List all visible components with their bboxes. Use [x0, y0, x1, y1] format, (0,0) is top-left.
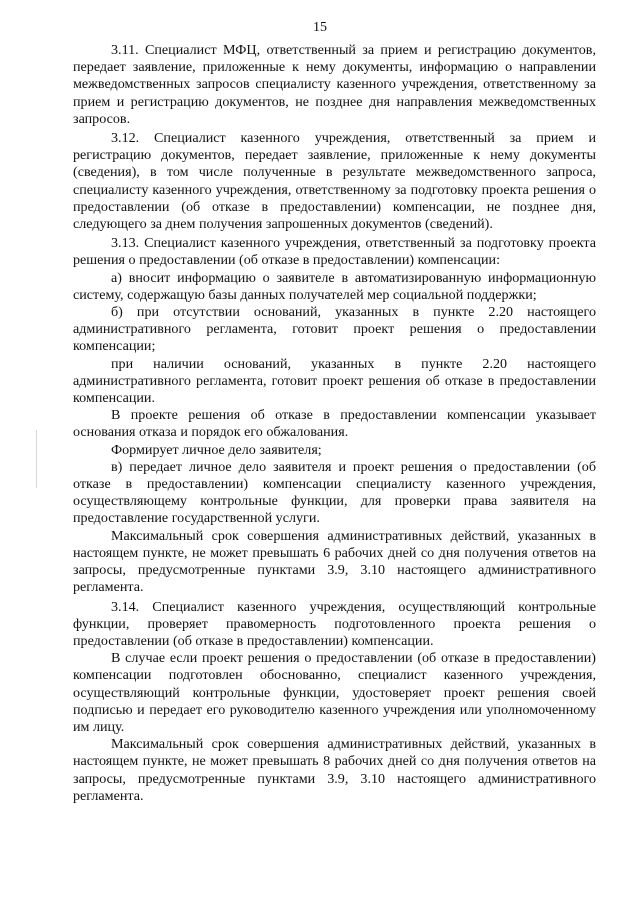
- paragraph-3-12: 3.12. Специалист казенного учреждения, ответственный за прием и регистрацию документов, передает заявление, приложенные к нему документы (сведения), в том числе полученные в результате межведомственного запроса, специалисту казенного учреждения, ответственному за подготовку проекта решения о предоставлении (об отказе в предоставлении) компенсации, не позднее дня, следующего за днем получения запрошенных документов (сведений).: [73, 130, 596, 233]
- paragraph-personal-file: Формирует личное дело заявителя;: [111, 441, 322, 458]
- paragraph-3-14: 3.14. Специалист казенного учреждения, осуществляющий контрольные функции, проверяет правомерность подготовленного проекта решения о предоставлении (об отказе в предоставлении) компенсации.: [73, 598, 596, 649]
- page-number: 15: [313, 20, 327, 35]
- paragraph-3-13-v: в) передает личное дело заявителя и проект решения о предоставлении (об отказе в предоставлении) компенсации специалисту казенного учреждения, осуществляющему контрольные функции, для проверки права заявителя на предоставление государственной услуги.: [73, 458, 596, 527]
- document-body: [73, 42, 596, 805]
- paragraph-max-term-8-days: Максимальный срок совершения административных действий, указанных в настоящем пункте, не может превышать 8 рабочих дней со дня получения ответов на запросы, предусмотренные пунктами 3.9, 3.10 настоящего административного регламента.: [73, 736, 596, 804]
- paragraph-justified-draft: В случае если проект решения о предоставлении (об отказе в предоставлении) компенсации подготовлен обоснованно, специалист казенного учреждения, осуществляющий контрольные функции, удостоверяет проект решения своей подписью и передает его руководителю казенного учреждения или уполномоченному им лицу.: [73, 650, 596, 735]
- paragraph-3-13-b: б) при отсутствии оснований, указанных в пункте 2.20 настоящего административного регламента, готовит проект решения о предоставлении компенсации;: [73, 304, 596, 355]
- paragraph-max-term-6-days: Максимальный срок совершения административных действий, указанных в настоящем пункте, не может превышать 6 рабочих дней со дня получения ответов на запросы, предусмотренные пунктами 3.9, 3.10 настоящего административного регламента.: [73, 527, 596, 596]
- paragraph-3-13: 3.13. Специалист казенного учреждения, ответственный за подготовку проекта решения о предоставлении (об отказе в предоставлении) компенсации:: [73, 235, 596, 269]
- paragraph-refusal-grounds: В проекте решения об отказе в предоставлении компенсации указывает основания отказа и порядок его обжалования.: [73, 407, 596, 441]
- paragraph-3-13-a: а) вносит информацию о заявителе в автоматизированную информационную систему, содержащую базы данных получателей мер социальной поддержки;: [73, 269, 596, 303]
- paragraph-3-13-b-refusal: при наличии оснований, указанных в пункте 2.20 настоящего административного регламента, готовит проект решения об отказе в предоставлении компенсации.: [73, 355, 596, 407]
- paragraph-3-11: 3.11. Специалист МФЦ, ответственный за прием и регистрацию документов, передает заявление, приложенные к нему документы, информацию о направлении межведомственных запросов специалисту казенного учреждения, ответственному за прием и регистрацию документов, не позднее дня направления межведомственных запросов.: [73, 42, 596, 127]
- scan-margin-mark: [36, 430, 37, 488]
